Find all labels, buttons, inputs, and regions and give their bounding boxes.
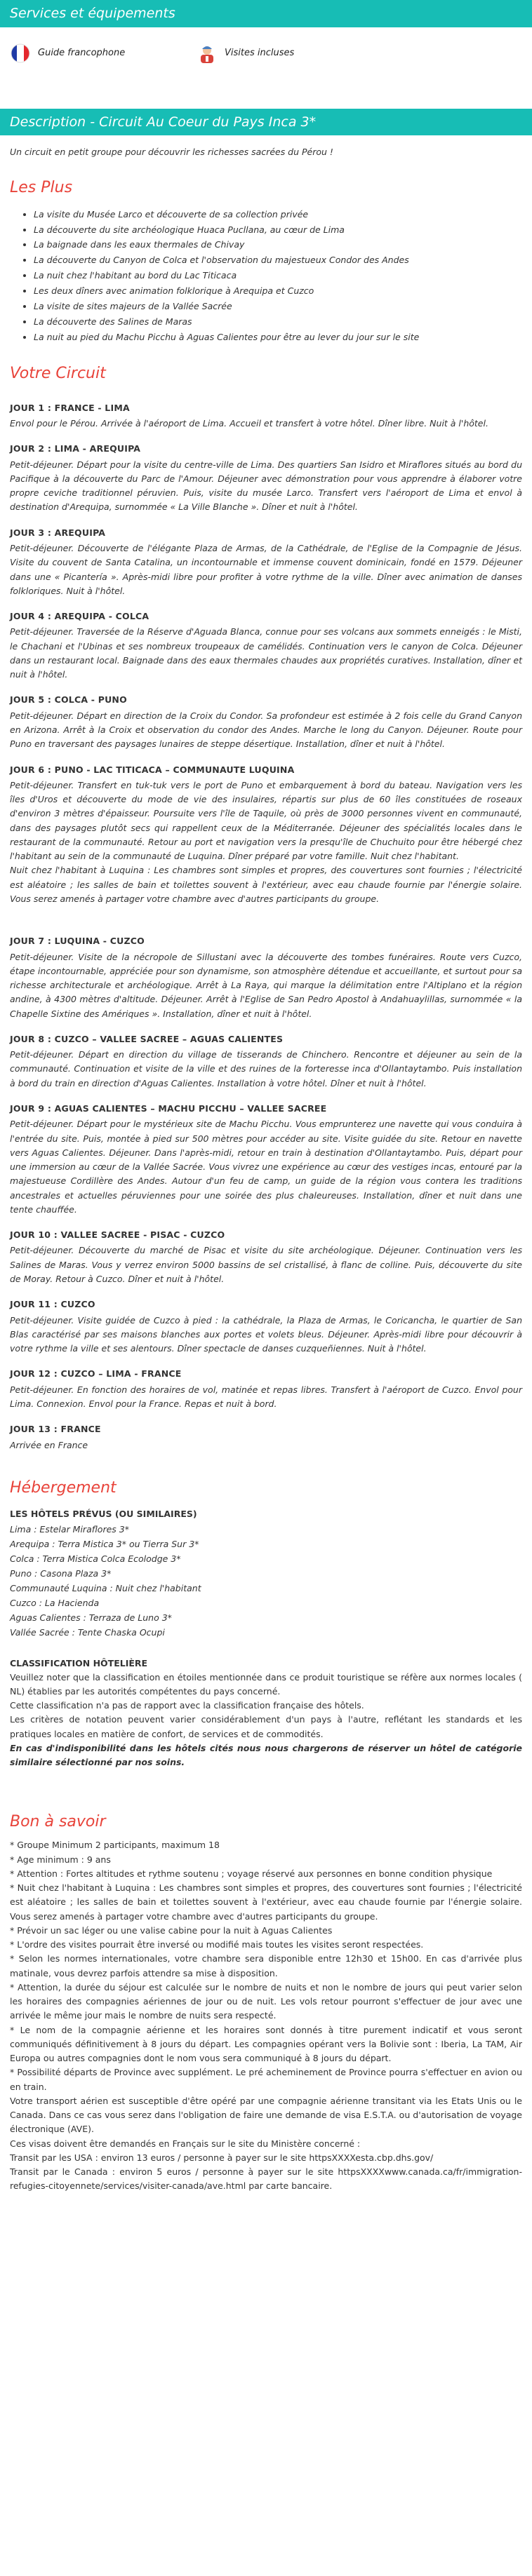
circuit-day	[0, 934, 532, 1021]
day-title: JOUR 8 : CUZCO – VALLEE SACREE – AGUAS CALIENTES	[10, 1033, 284, 1044]
circuit-title: Votre Circuit	[10, 364, 106, 382]
circuit-day	[0, 1102, 532, 1217]
day-text: Petit-déjeuner. Départ pour le mystérieux site de Machu Picchu. Vous emprunterez une navette qui vous conduira à l'entrée du site. Puis, montée à pied sur 500 mètres pour accéder au site. Visite guidée du site. Retour en navette vers Aguas Calientes. Déjeuner. Dans l'après-midi, retour en train à destination d'Ollantaytambo. Puis, départ pour une immersion au cœur de la Vallée Sacrée. Vous vivrez une expérience au cœur des vestiges incas, entouré par la majestueuse Cordillère des Andes. Autour d'un feu de camp, un guide de la région vous contera les traditions ancestrales et actuelles péruviennes pour une soirée des plus chaleureuses. Installation, dîner et nuit dans une tente chauffée.	[10, 1119, 522, 1215]
day-title: JOUR 10 : VALLEE SACREE - PISAC - CUZCO	[10, 1229, 225, 1240]
day-text: Petit-déjeuner. Départ pour la visite du centre-ville de Lima. Des quartiers San Isidro et Miraflores situés au bord du Pacifique à la découverte du Parc de l'Amour. Déjeuner avec démonstration pour vous apprendre à élaborer votre propre ceviche traditionnel péruvien. Puis, visite du musée Larco. Transfert vers l'aéroport de Lima et envol à destination d'Arequipa, surnommée « La Ville Blanche ». Dîner et nuit à l'hôtel.	[10, 459, 522, 513]
les-plus-item: • La découverte des Salines de Maras	[34, 314, 522, 330]
circuit-day	[0, 693, 532, 751]
classification-text: Veuillez noter que la classification en étoiles mentionnée dans ce produit touristique se réfère aux normes locales ( NL) établies par les autorités compétentes du pays concerné. Cette classification n'a pas de rapport avec la classification française des hôtels. Les critères de notation peuvent varier considérablement d'un pays à l'autre, reflétant les standards et les pratiques locales en matière de confort, de services et de commodités.	[10, 1671, 522, 1739]
les-plus-item: • Les deux dîners avec animation folklorique à Arequipa et Cuzco	[34, 283, 522, 299]
circuit-day	[0, 1297, 532, 1356]
bon-a-savoir-block	[0, 1838, 532, 2193]
day-text: Petit-déjeuner. Découverte de l'élégante Plaza de Armas, de la Cathédrale, de l'Eglise de la Compagnie de Jésus. Visite du couvent de Santa Catalina, un incontournable et immense couvent dominicain, fondé en 1579. Déjeuner dans une « Picantería ». Après-midi libre pour profiter à votre rythme de la ville. Dîner avec animation de danses folkloriques. Nuit à l'hôtel.	[10, 543, 522, 596]
classification-title: CLASSIFICATION HÔTELIÈRE	[10, 1658, 148, 1669]
les-plus-title: Les Plus	[10, 178, 73, 196]
circuit-day	[0, 401, 532, 431]
circuit-day	[0, 1228, 532, 1286]
circuit-day	[0, 1422, 532, 1452]
hotel-item: Aguas Calientes : Terraza de Luno 3*	[10, 1612, 172, 1624]
les-plus-item: • La visite de sites majeurs de la Vallée Sacrée	[34, 299, 522, 314]
day-title: JOUR 13 : FRANCE	[10, 1424, 101, 1435]
french-flag-icon	[10, 43, 31, 64]
circuit-day	[0, 609, 532, 682]
service-item-visites	[197, 43, 358, 64]
service-label-visites: Visites incluses	[225, 47, 295, 58]
day-text: Petit-déjeuner. Visite guidée de Cuzco à pied : la cathédrale, la Plaza de Armas, le Coricancha, le quartier de San Blas caractérisé par ses maisons blanches aux portes et volets bleus. Déjeuner. Après-midi libre pour découvrir à votre rythme la ville et ses alentours. Dîner spectacle de danses cuzqueñiennes. Nuit à l'hôtel.	[10, 1314, 522, 1354]
services-row	[0, 27, 532, 69]
day-text: Petit-déjeuner. En fonction des horaires de vol, matinée et repas libres. Transfert à l'aéroport de Cuzco. Envol pour Lima. Connexion. Envol pour la France. Repas et nuit à bord.	[10, 1384, 522, 1409]
hotel-item: Arequipa : Terra Mistica 3* ou Tierra Sur 3*	[10, 1539, 199, 1550]
hebergement-title: Hébergement	[10, 1478, 117, 1497]
bon-a-savoir-text: * Groupe Minimum 2 participants, maximum 18 * Age minimum : 9 ans * Attention : Fortes altitudes et rythme soutenu ; voyage réservé aux personnes en bonne condition physique * Nuit chez l'habitant à Luquina : Les chambres sont simples et propres, des couvertures sont fournies ; l'électricité est aléatoire ; les salles de bain et toilettes souvent à l'extérieur, avec eau chaude fournie par l'énergie solaire. Vous serez amenés à partager votre chambre avec d'autres participants du groupe. * Prévoir un sac léger ou une valise cabine pour la nuit à Aguas Calientes * L'ordre des visites pourrait être inversé ou modifié mais toutes les visites seront respectées. * Selon les normes internationales, votre chambre sera disponible entre 12h30 et 15h00. En cas d'arrivée plus matinale, vous devrez parfois attendre sa mise à disposition. * Attention, la durée du séjour est calculée sur le nombre de nuits et non le nombre de jours qui peut varier selon les horaires des compagnies aériennes de jour ou de nuit. Les vols retour pourront s'effectuer de jour avec une arrivée le même jour mais le nombre de nuits sera respecté. * Le nom de la compagnie aérienne et les horaires sont donnés à titre purement indicatif et vous seront communiqués définitivement à 8 jours du départ. Les compagnies opérant vers la Bolivie sont : Iberia, La TAM, Air Europa ou autres compagnies dont le nom vous sera communiqué à 8 jours du départ. * Possibilité départs de Province avec supplément. Le pré acheminement de Province pourra s'effectuer en avion ou en train. Votre transport aérien est susceptible d'être opéré par une compagnie aérienne transitant via les Etats Unis ou le Canada. Dans ce cas vous serez dans l'obligation de faire une demande de visa E.S.T.A. ou d'autorisation de voyage électronique (AVE). Ces visas doivent être demandés en Français sur le site du Ministère concerné : Transit par les USA : environ 13 euros / personne à payer sur le site httpsXXXXesta.cbp.dhs.gov/ Transit par le Canada : environ 5 euros / personne à payer sur le site httpsXXXXwww.canada.ca/fr/immigration-refugies-citoyennete/services/visiter-canada/ave.html par carte bancaire.	[10, 1840, 522, 2192]
day-title: JOUR 5 : COLCA - PUNO	[10, 694, 127, 706]
circuit-day	[0, 1032, 532, 1091]
day-title: JOUR 1 : FRANCE - LIMA	[10, 402, 130, 413]
hotel-item: Lima : Estelar Miraflores 3*	[10, 1524, 129, 1535]
day-text: Envol pour le Pérou. Arrivée à l'aéroport de Lima. Accueil et transfert à votre hôtel. Dîner libre. Nuit à l'hôtel.	[10, 418, 488, 429]
day-text: Petit-déjeuner. Visite de la nécropole de Sillustani avec la découverte des tombes funéraires. Route vers Cuzco, étape incontournable, appréciée pour son dynamisme, son atmosphère détendue et accueillante, et surtout pour sa richesse architecturale et archéologique. Arrêt à La Raya, qui marque la délimitation entre l'Altiplano et la région andine, à 4300 mètres d'altitude. Déjeuner. Arrêt à l'Eglise de San Pedro Apostol à Andahuaylillas, surnommée « la Chapelle Sixtine des Amériques ». Installation, dîner et nuit à l'hôtel.	[10, 951, 522, 1019]
hotel-item: Communauté Luquina : Nuit chez l'habitant	[10, 1583, 201, 1594]
day-title: JOUR 9 : AGUAS CALIENTES – MACHU PICCHU – VALLEE SACREE	[10, 1102, 327, 1114]
circuit-day	[0, 763, 532, 907]
services-header: Services et équipements	[0, 0, 532, 27]
bon-a-savoir-title: Bon à savoir	[10, 1813, 106, 1831]
circuit-day	[0, 526, 532, 598]
day-title: JOUR 11 : CUZCO	[10, 1299, 95, 1310]
circuit-days	[0, 401, 532, 1452]
day-text: Petit-déjeuner. Transfert en tuk-tuk vers le port de Puno et embarquement à bord du bateau. Navigation vers les îles d'Uros et découverte du mode de vie des insulaires, répartis sur plus de 60 îles constituées de roseaux d'environ 3 mètres d'épaisseur. Poursuite vers l'île de Taquile, où près de 3000 personnes vivent en communauté, dans des paysages plutôt secs qui rappellent ceux de la Méditerranée. Déjeuner des spécialités locales dans le restaurant de la communauté. Retour au port et navigation vers la presqu'île de Chuchuito pour être hébergé chez l'habitant au sein de la communauté de Luquina. Dîner préparé par votre famille. Nuit chez l'habitant. Nuit chez l'habitant à Luquina : Les chambres sont simples et propres, des couvertures sont fournies ; l'électricité est aléatoire ; les salles de bain et toilettes souvent à l'extérieur, avec eau chaude fournie par l'énergie solaire. Vous serez amenés à partager votre chambre avec d'autres participants du groupe.	[10, 779, 522, 904]
circuit-day	[0, 442, 532, 514]
les-plus-item: • La nuit chez l'habitant au bord du Lac Titicaca	[34, 268, 522, 283]
day-title: JOUR 2 : LIMA - AREQUIPA	[10, 443, 141, 454]
circuit-day	[0, 1367, 532, 1411]
day-text: Petit-déjeuner. Départ en direction de la Croix du Condor. Sa profondeur est estimée à 2 fois celle du Grand Canyon en Arizona. Arrêt à la Croix et observation du condor des Andes. Marche le long du Canyon. Déjeuner. Route pour Puno en traversant des paysages lunaires de steppe désertique. Installation, dîner et nuit à l'hôtel.	[10, 710, 522, 750]
hotel-item: Vallée Sacrée : Tente Chaska Ocupi	[10, 1627, 165, 1638]
hotel-list	[10, 1522, 522, 1640]
classification-bold: En cas d'indisponibilité dans les hôtels cités nous nous chargerons de réserver un hôtel de catégorie similaire sélectionné par nos soins.	[10, 1742, 522, 1768]
service-item-guide	[10, 43, 171, 64]
day-title: JOUR 4 : AREQUIPA - COLCA	[10, 611, 149, 621]
hotels-title: LES HÔTELS PRÉVUS (OU SIMILAIRES)	[10, 1508, 197, 1519]
hotel-item: Cuzco : La Hacienda	[10, 1598, 100, 1609]
day-text: Petit-déjeuner. Traversée de la Réserve d'Aguada Blanca, connue pour ses volcans aux sommets enneigés : le Misti, le Chachani et l'Ubinas et ses nombreux troupeaux de camélidés. Continuation vers le canyon de Colca. Déjeuner dans un restaurant local. Baignade dans des eaux thermales chaudes aux propriétés curatives. Installation, dîner et nuit à l'hôtel.	[10, 626, 522, 680]
day-title: JOUR 7 : LUQUINA - CUZCO	[10, 936, 145, 947]
day-title: JOUR 3 : AREQUIPA	[10, 527, 106, 538]
les-plus-item: • La découverte du site archéologique Huaca Pucllana, au cœur de Lima	[34, 222, 522, 238]
les-plus-item: • La nuit au pied du Machu Picchu à Aguas Calientes pour être au lever du jour sur le site	[34, 330, 522, 345]
hebergement-block	[0, 1507, 532, 1770]
day-text: Arrivée en France	[10, 1439, 88, 1450]
service-label-guide: Guide francophone	[38, 47, 126, 58]
day-title: JOUR 12 : CUZCO – LIMA - FRANCE	[10, 1368, 182, 1380]
les-plus-item: • La visite du Musée Larco et découverte de sa collection privée	[34, 207, 522, 222]
les-plus-item: • La baignade dans les eaux thermales de Chivay	[34, 237, 522, 252]
guide-person-icon	[197, 43, 218, 64]
les-plus-item: • La découverte du Canyon de Colca et l'observation du majestueux Condor des Andes	[34, 252, 522, 268]
day-text: Petit-déjeuner. Départ en direction du village de tisserands de Chinchero. Rencontre et déjeuner au sein de la communauté. Continuation et visite de la ville et des ruines de la forteresse inca d'Ollantaytambo. Puis installation à bord du train en direction d'Aguas Calientes. Installation à votre hôtel. Dîner et nuit à l'hôtel.	[10, 1049, 522, 1088]
les-plus-list	[0, 204, 532, 345]
description-header: Description - Circuit Au Coeur du Pays Inca 3*	[0, 109, 532, 136]
hotel-item: Puno : Casona Plaza 3*	[10, 1568, 112, 1579]
description-intro: Un circuit en petit groupe pour découvrir les richesses sacrées du Pérou !	[10, 147, 333, 158]
day-text: Petit-déjeuner. Découverte du marché de Pisac et visite du site archéologique. Déjeuner. Continuation vers les Salines de Maras. Vous y verrez environ 5000 bassins de sel cristallisé, à flanc de colline. Puis, découverte du site de Moray. Retour à Cuzco. Dîner et nuit à l'hôtel.	[10, 1245, 522, 1284]
hotel-item: Colca : Terra Mistica Colca Ecolodge 3*	[10, 1553, 181, 1565]
day-title: JOUR 6 : PUNO - LAC TITICACA – COMMUNAUTE LUQUINA	[10, 764, 295, 775]
